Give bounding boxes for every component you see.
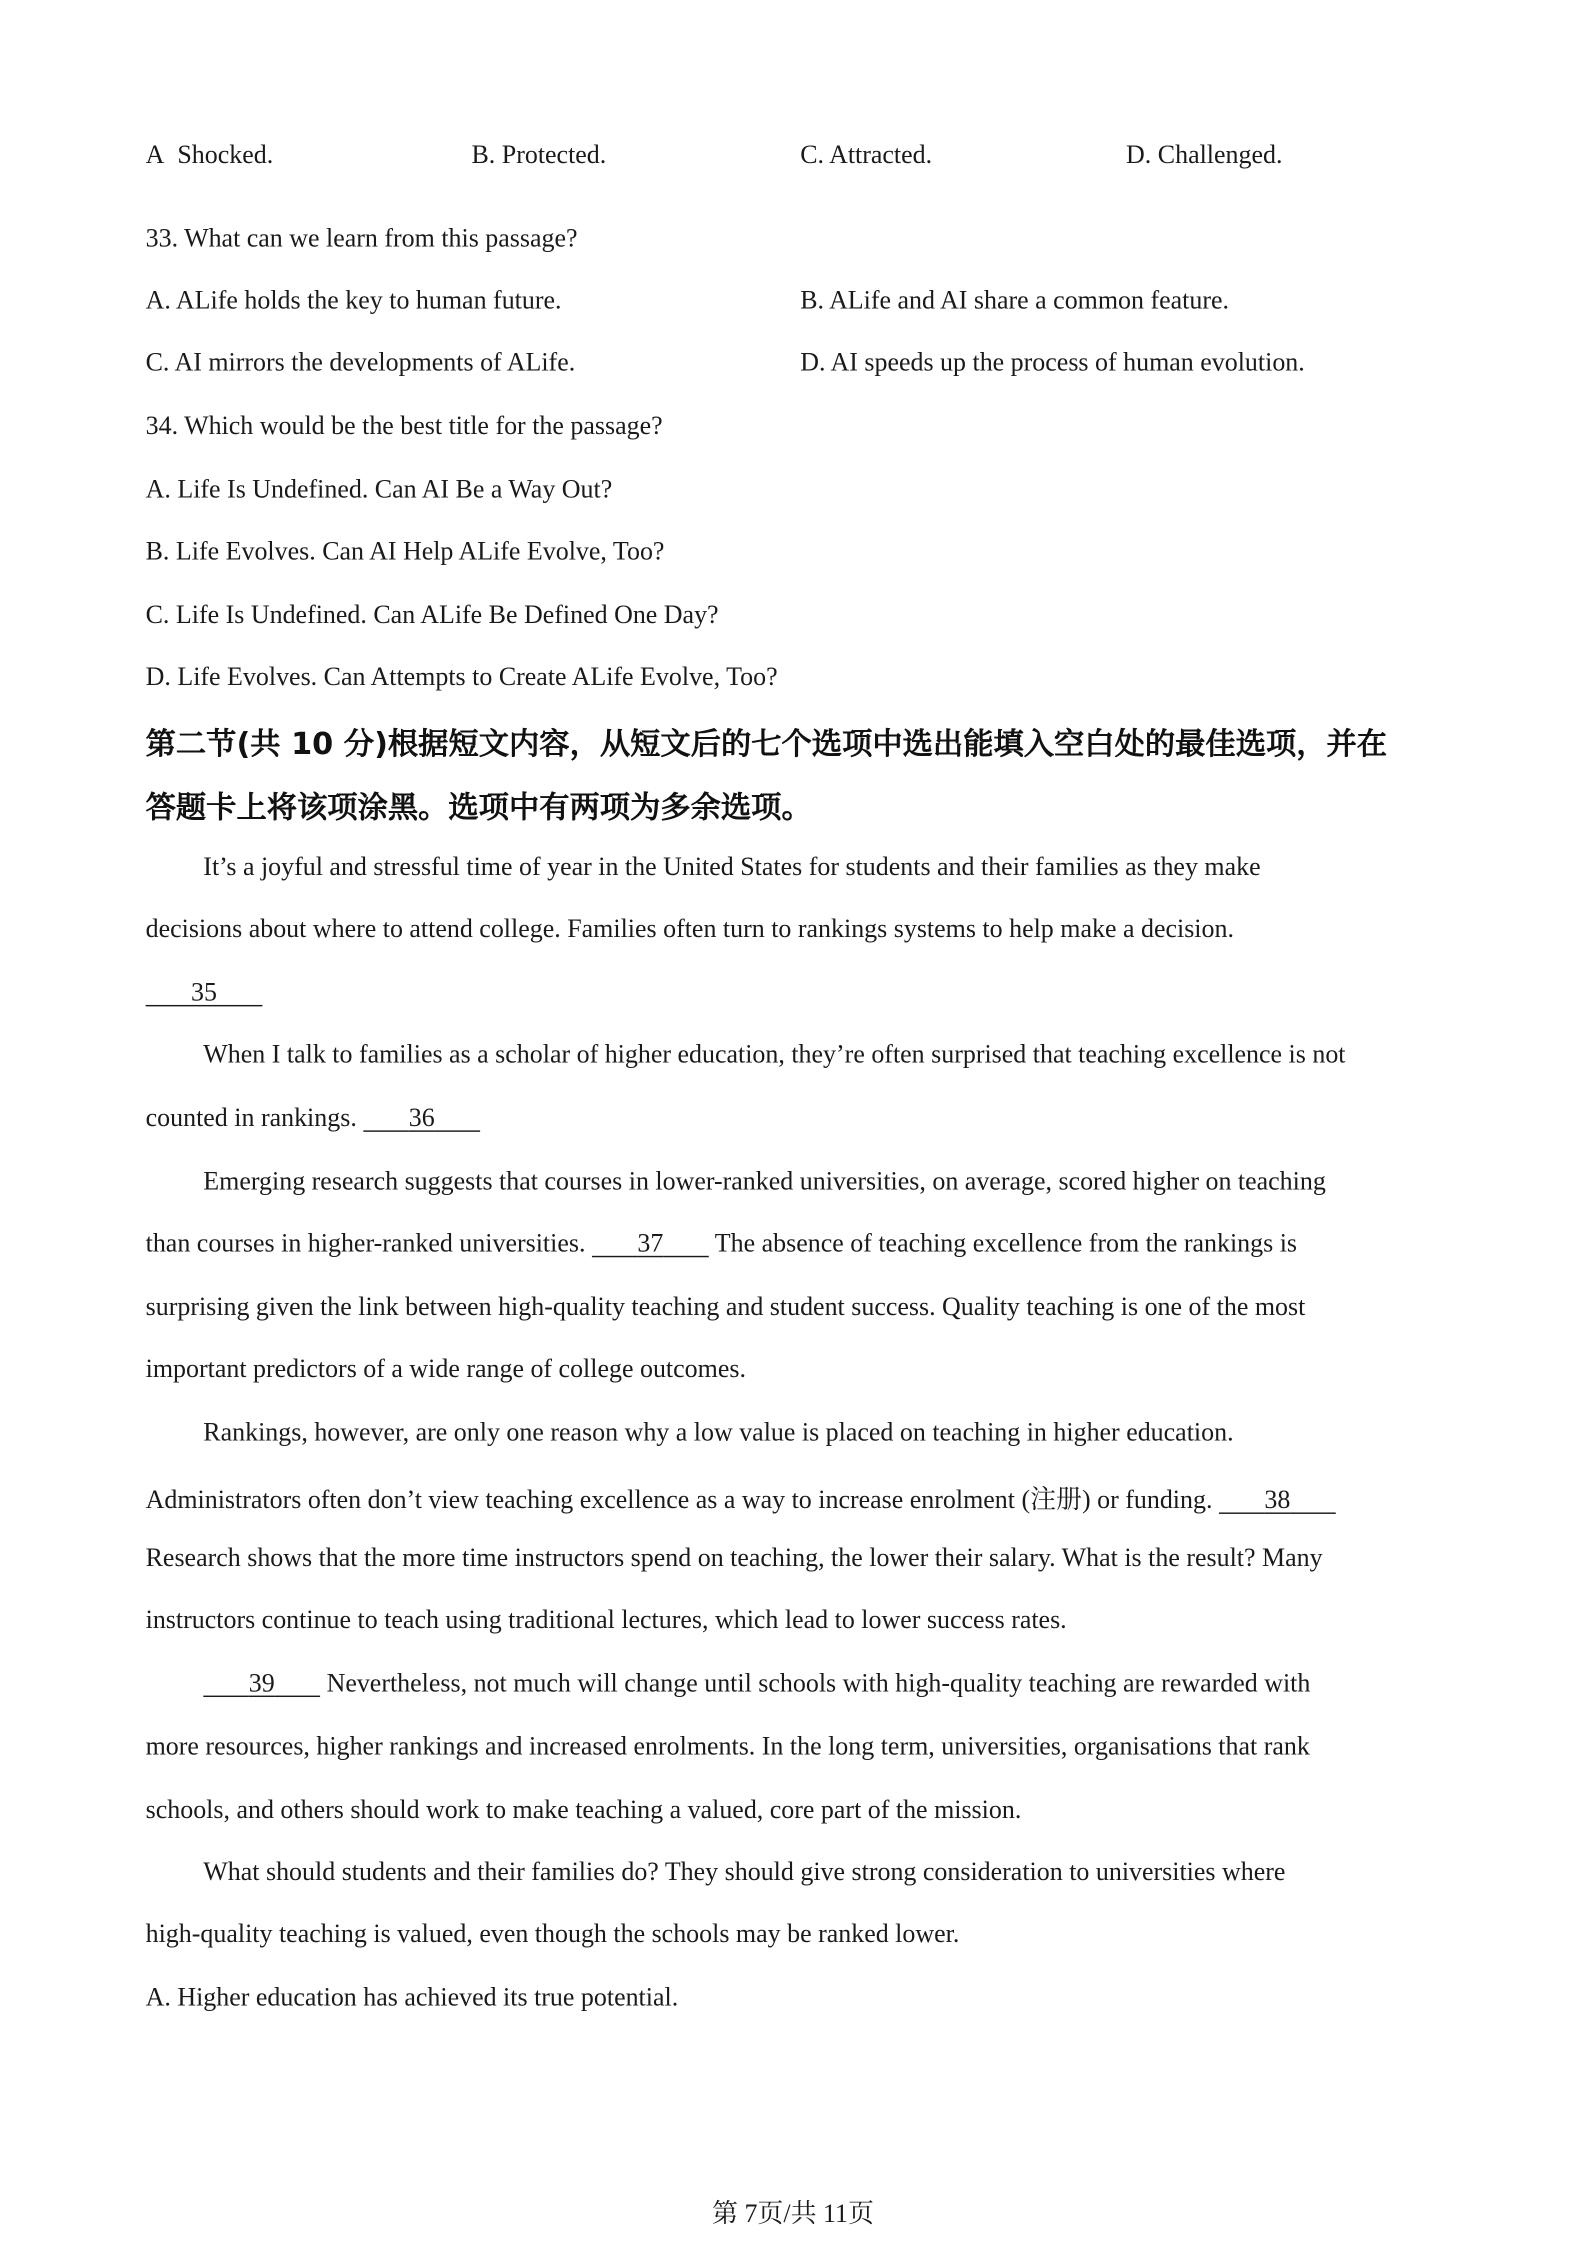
passage-text: Administrators often don’t view teaching excellence as a way to increase enrolment (注册) or funding. <box>145 1485 1213 1514</box>
passage-p4-line2 <box>146 1479 1336 1516</box>
passage-p4-line4: instructors continue to teach using traditional lectures, which lead to lower success rates. <box>145 1604 1067 1634</box>
passage-p5-line1 <box>203 1668 1310 1698</box>
option-letter: B. <box>471 139 496 169</box>
passage-p3-line1: Emerging research suggests that courses in lower-ranked universities, on average, scored higher on teaching <box>203 1166 1326 1196</box>
section2-instructions-line1: 第二节(共 10 分)根据短文内容，从短文后的七个选项中选出能填入空白处的最佳选项，并在 <box>145 726 1388 762</box>
passage-p1-line1: It’s a joyful and stressful time of year in the United States for students and their families as they make <box>203 852 1261 881</box>
blank-36 <box>363 1103 480 1133</box>
choice-a: A. Higher education has achieved its true potential. <box>145 1982 679 2012</box>
blank-38 <box>1219 1485 1336 1515</box>
blank-35 <box>146 978 263 1008</box>
blank-number: 35 <box>191 977 217 1007</box>
blank-number: 38 <box>1264 1485 1291 1514</box>
passage-p6-line2: high-quality teaching is valued, even though the schools may be ranked lower. <box>145 1919 960 1948</box>
passage-p2-line1: When I talk to families as a scholar of higher education, they’re often surprised that teaching excellence is not <box>203 1039 1346 1069</box>
q33-option-a: A. ALife holds the key to human future. <box>145 285 562 315</box>
passage-p4-line3: Research shows that the more time instructors spend on teaching, the lower their salary. What is the result? Many <box>145 1542 1323 1572</box>
option-letter: A <box>145 139 165 169</box>
passage-p1-line2: decisions about where to attend college. Families often turn to rankings systems to help make a decision. <box>145 914 1234 943</box>
option-letter: D. <box>1126 139 1152 169</box>
q32-option-b <box>471 140 606 170</box>
q33-option-b: B. ALife and AI share a common feature. <box>800 285 1230 315</box>
passage-text: The absence of teaching excellence from the rankings is <box>714 1228 1298 1258</box>
passage-p4-line1: Rankings, however, are only one reason why a low value is placed on teaching in higher education. <box>203 1417 1234 1447</box>
option-text: Protected. <box>501 139 607 169</box>
blank-number: 39 <box>248 1668 275 1698</box>
q32-option-a <box>146 140 274 170</box>
passage-p5-line3: schools, and others should work to make teaching a valued, core part of the mission. <box>145 1795 1022 1824</box>
blank-37 <box>592 1228 709 1258</box>
q34-option-b: B. Life Evolves. Can AI Help ALife Evolve, Too? <box>145 536 665 566</box>
q32-option-d <box>1126 140 1282 170</box>
passage-p5-line2: more resources, higher rankings and increased enrolments. In the long term, universities, organisations that rank <box>145 1731 1310 1761</box>
passage-text: than courses in higher-ranked universities. <box>145 1228 586 1258</box>
q34-option-c: C. Life Is Undefined. Can ALife Be Defined One Day? <box>145 599 719 629</box>
blank-number: 37 <box>637 1228 664 1258</box>
blank-35-line <box>146 978 263 1008</box>
section2-instructions-line2: 答题卡上将该项涂黑。选项中有两项为多余选项。 <box>145 790 812 825</box>
page-footer: 第 7页/共 11页 <box>712 2198 874 2228</box>
option-text: Challenged. <box>1157 139 1283 169</box>
blank-39 <box>203 1668 320 1698</box>
q32-option-c <box>800 140 932 170</box>
passage-p6-line1: What should students and their families do? They should give strong consideration to universities where <box>203 1857 1286 1886</box>
q34-option-d: D. Life Evolves. Can Attempts to Create ALife Evolve, Too? <box>145 661 778 691</box>
passage-p2-line2 <box>146 1103 480 1133</box>
passage-text: Nevertheless, not much will change until schools with high-quality teaching are rewarded with <box>326 1668 1311 1698</box>
q33-option-c: C. AI mirrors the developments of ALife. <box>145 347 576 377</box>
option-text: Shocked. <box>177 139 274 169</box>
q34-option-a: A. Life Is Undefined. Can AI Be a Way Out? <box>145 474 613 504</box>
q34-stem: 34. Which would be the best title for the passage? <box>145 410 663 440</box>
blank-number: 36 <box>408 1102 435 1132</box>
q33-stem: 33. What can we learn from this passage? <box>145 223 578 253</box>
option-letter: C. <box>800 139 825 169</box>
option-text: Attracted. <box>829 139 933 169</box>
passage-p3-line3: surprising given the link between high-quality teaching and student success. Quality teaching is one of the most <box>145 1291 1306 1321</box>
passage-text: counted in rankings. <box>145 1102 357 1132</box>
q33-option-d: D. AI speeds up the process of human evolution. <box>800 347 1305 377</box>
passage-p3-line2 <box>146 1228 1297 1258</box>
passage-p3-line4: important predictors of a wide range of college outcomes. <box>145 1353 746 1383</box>
